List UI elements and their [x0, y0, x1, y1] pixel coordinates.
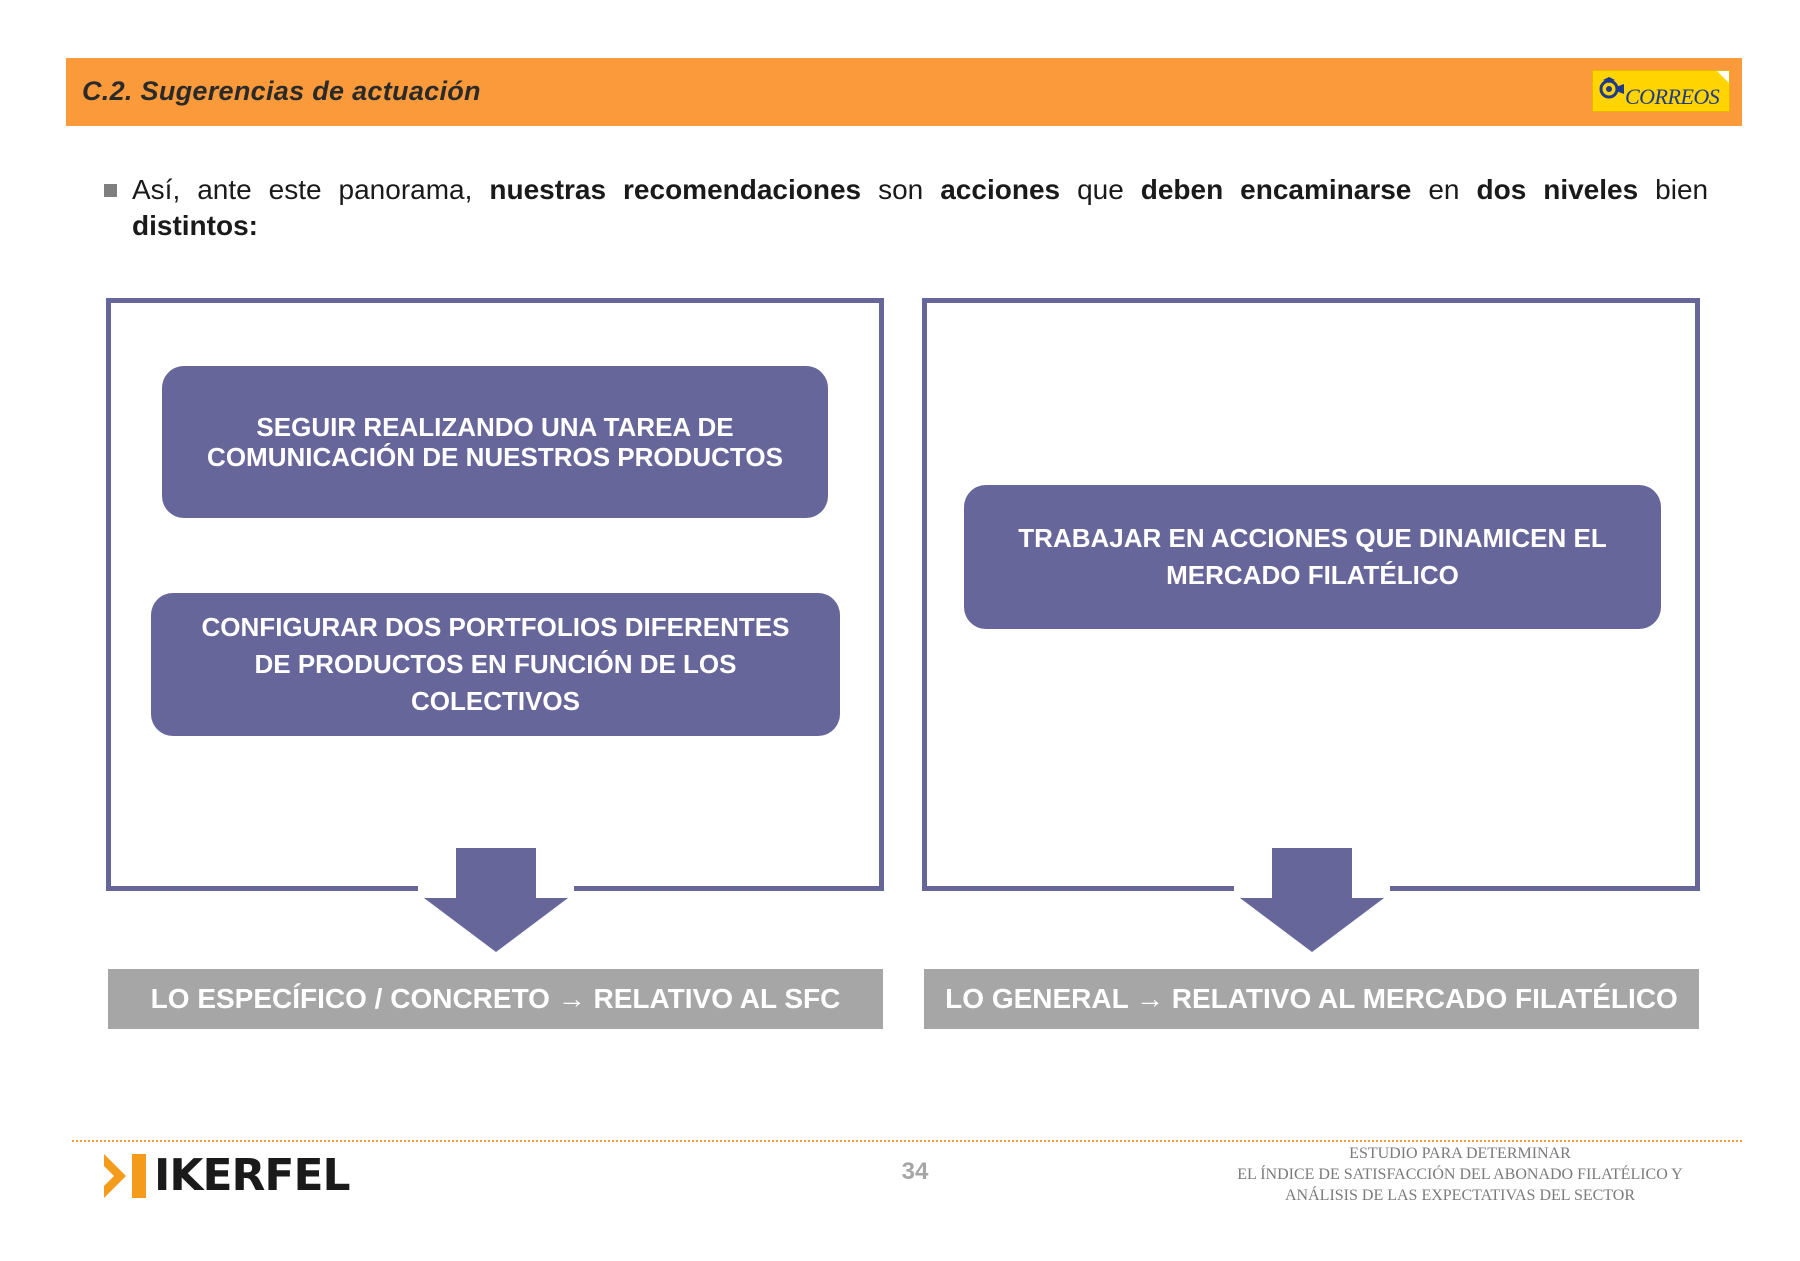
correos-logo-text: CORREOS	[1625, 84, 1720, 109]
study-line: EL ÍNDICE DE SATISFACCIÓN DEL ABONADO FILATÉLICO Y	[1237, 1166, 1683, 1183]
logo-corner	[1717, 71, 1729, 83]
action-box-communication: SEGUIR REALIZANDO UNA TAREA DE COMUNICACIÓN DE NUESTROS PRODUCTOS	[162, 366, 828, 518]
intro-part: Así, ante este panorama,	[132, 174, 473, 205]
ikerfel-logo	[102, 1150, 362, 1200]
intro-bold: deben encaminarse	[1140, 174, 1412, 205]
ikerfel-chevron-icon	[102, 1152, 152, 1200]
intro-text	[132, 172, 1708, 244]
page-title: C.2. Sugerencias de actuación	[82, 76, 481, 106]
label-specific: LO ESPECÍFICO / CONCRETO → RELATIVO AL SFC	[108, 969, 883, 1029]
intro-bold: distintos:	[132, 210, 258, 241]
ikerfel-logo-text: IKERFEL	[154, 1150, 350, 1201]
intro-part: en	[1428, 174, 1460, 205]
intro-bold: acciones	[940, 174, 1061, 205]
study-line: ESTUDIO PARA DETERMINAR	[1349, 1145, 1571, 1162]
footer-divider	[72, 1140, 1742, 1142]
label-general: LO GENERAL → RELATIVO AL MERCADO FILATÉLICO	[924, 969, 1699, 1029]
page-number: 34	[901, 1158, 929, 1185]
study-title	[1200, 1143, 1720, 1206]
action-box-portfolios: CONFIGURAR DOS PORTFOLIOS DIFERENTES DE PRODUCTOS EN FUNCIÓN DE LOS COLECTIVOS	[151, 593, 840, 736]
intro-bold: dos niveles	[1476, 174, 1639, 205]
post-horn-icon	[1599, 75, 1625, 101]
intro-part: son	[878, 174, 924, 205]
down-arrow-icon	[418, 848, 574, 952]
down-arrow-icon	[1234, 848, 1390, 952]
intro-paragraph	[104, 172, 1708, 244]
correos-logo	[1592, 70, 1730, 112]
study-line: ANÁLISIS DE LAS EXPECTATIVAS DEL SECTOR	[1285, 1187, 1635, 1204]
intro-bold: nuestras recomendaciones	[489, 174, 862, 205]
header-bar	[66, 58, 1742, 126]
intro-part: que	[1077, 174, 1124, 205]
action-box-market: TRABAJAR EN ACCIONES QUE DINAMICEN EL MERCADO FILATÉLICO	[964, 485, 1661, 629]
square-bullet-icon	[104, 184, 117, 197]
intro-part: bien	[1655, 174, 1709, 205]
